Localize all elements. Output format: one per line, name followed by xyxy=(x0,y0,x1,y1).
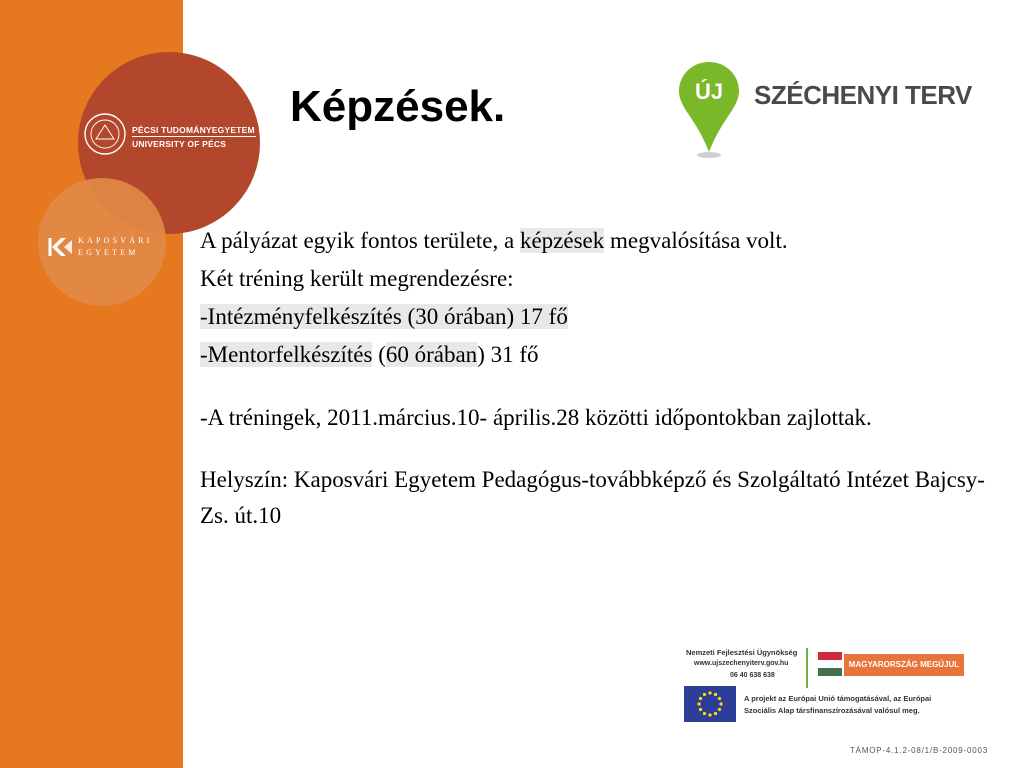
pte-logo xyxy=(83,112,258,162)
footer-logos xyxy=(680,642,980,728)
list-item-institutional-training: -Intézményfelkészítés (30 órában) 17 fő xyxy=(200,304,568,329)
hungary-flag-icon xyxy=(818,652,842,676)
pte-name-line1: PÉCSI TUDOMÁNYEGYETEM xyxy=(132,125,255,135)
map-pin-icon xyxy=(676,60,742,160)
ke-name-line1: KAPOSVÁRI xyxy=(78,236,153,245)
slide-content xyxy=(200,222,1000,534)
pte-name-line2: UNIVERSITY OF PÉCS xyxy=(132,139,227,149)
paragraph-dates: -A tréningek, 2011.március.10- április.28 közötti időpontokban zajlottak. xyxy=(200,405,872,430)
paragraph-intro: A pályázat egyik fontos területe, a képzések megvalósítása volt. xyxy=(200,228,788,253)
tamop-project-code: TÁMOP-4.1.2-08/1/B-2009-0003 xyxy=(850,746,989,755)
highlighted-keyword: képzések xyxy=(519,228,605,253)
nfu-name: Nemzeti Fejlesztési Ügynökség xyxy=(686,648,798,657)
eu-support-line2: Szociális Alap társfinanszírozásával valósul meg. xyxy=(744,706,920,715)
nfu-phone: 06 40 638 638 xyxy=(730,672,775,679)
eu-flag-icon xyxy=(684,686,736,722)
eu-support-line1: A projekt az Európai Unió támogatásával, az Európai xyxy=(744,694,932,703)
paragraph-trainings: Két tréning került megrendezésre: xyxy=(200,266,514,291)
footer-divider xyxy=(806,648,808,688)
list-item-mentor-training: -Mentorfelkészítés (60 órában) 31 fő xyxy=(200,342,539,367)
szechenyi-terv-text: SZÉCHENYI TERV xyxy=(754,80,972,110)
ke-logo xyxy=(48,234,166,262)
ke-name-line2: EGYETEM xyxy=(78,248,139,257)
spacer xyxy=(200,436,1000,462)
slide-title: Képzések. xyxy=(290,82,506,131)
spacer xyxy=(200,374,1000,400)
kaposvar-k-mark-icon xyxy=(48,236,74,258)
paragraph-location: Helyszín: Kaposvári Egyetem Pedagógus-továbbképző és Szolgáltató Intézet Bajcsy-Zs. út.10 xyxy=(200,467,985,528)
nfu-url: www.ujszechenyiterv.gov.hu xyxy=(694,660,789,667)
szechenyi-terv-logo xyxy=(676,60,992,164)
pin-label: ÚJ xyxy=(694,79,724,104)
magyarorszag-megujul-badge: MAGYARORSZÁG MEGÚJUL xyxy=(844,654,964,676)
pte-divider-line xyxy=(132,136,256,137)
university-seal-icon xyxy=(83,112,127,156)
